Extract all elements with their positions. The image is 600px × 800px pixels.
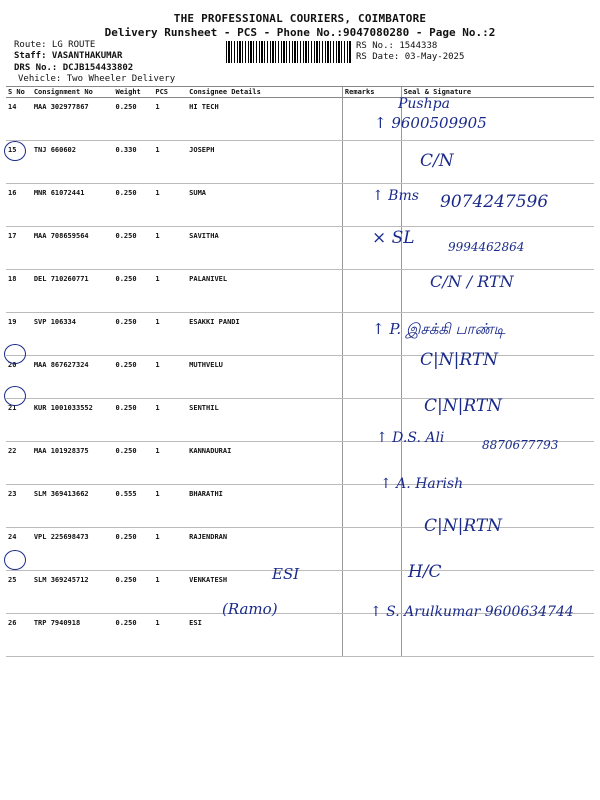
table-row [6, 141, 594, 184]
weight: 0.250 [113, 614, 153, 657]
weight: 0.555 [113, 485, 153, 528]
pieces: 1 [153, 313, 187, 356]
consignee-name: KANNADURAI [187, 442, 342, 485]
table-header-row [6, 87, 594, 98]
serial-number: 14 [6, 98, 32, 141]
column-header: Weight [113, 87, 153, 98]
pieces: 1 [153, 184, 187, 227]
handwritten-signature: × SL [372, 228, 415, 248]
consignee-name: ESI [187, 614, 342, 657]
consignee-name: JOSEPH [187, 141, 342, 184]
handwritten-signature: Pushpa [398, 96, 450, 112]
column-header: PCS [153, 87, 187, 98]
consignment-number: MAA 708659564 [32, 227, 114, 270]
handwritten-signature: ↑ D.S. Ali [376, 430, 445, 446]
serial-number: 19 [6, 313, 32, 356]
vehicle-label: Vehicle: Two Wheeler Delivery [18, 74, 176, 84]
handwritten-note: C|N|RTN [424, 516, 503, 536]
runsheet-title: Delivery Runsheet - PCS - Phone No.:9047080280 - Page No.:2 [104, 26, 496, 39]
circle-mark [4, 344, 26, 364]
serial-number: 16 [6, 184, 32, 227]
remarks-cell [342, 528, 401, 571]
consignment-number: VPL 225698473 [32, 528, 114, 571]
handwritten-note: (Ramo) [222, 600, 278, 618]
route-label: Route: LG ROUTE [14, 40, 96, 50]
weight: 0.250 [113, 270, 153, 313]
serial-number: 18 [6, 270, 32, 313]
serial-number: 17 [6, 227, 32, 270]
pieces: 1 [153, 356, 187, 399]
consignment-number: SLM 369413662 [32, 485, 114, 528]
weight: 0.250 [113, 184, 153, 227]
remarks-cell [342, 356, 401, 399]
consignment-number: DEL 710260771 [32, 270, 114, 313]
consignee-name: RAJENDRAN [187, 528, 342, 571]
column-header: Consignee Details [187, 87, 342, 98]
table-row [6, 528, 594, 571]
column-header: Consignment No [32, 87, 114, 98]
column-header: S No [6, 87, 32, 98]
pieces: 1 [153, 227, 187, 270]
handwritten-phone: 9994462864 [448, 240, 525, 254]
remarks-cell [342, 270, 401, 313]
handwritten-note: C/N / RTN [430, 272, 514, 291]
consignment-number: MAA 867627324 [32, 356, 114, 399]
rs-date: RS Date: 03-May-2025 [356, 52, 465, 62]
weight: 0.250 [113, 227, 153, 270]
serial-number: 24 [6, 528, 32, 571]
circle-mark [4, 386, 26, 406]
runsheet-table [6, 86, 594, 657]
table-row [6, 98, 594, 141]
weight: 0.330 [113, 141, 153, 184]
staff-label: Staff: VASANTHAKUMAR [14, 51, 123, 61]
table-row [6, 485, 594, 528]
weight: 0.250 [113, 313, 153, 356]
consignment-number: TNJ 660602 [32, 141, 114, 184]
handwritten-note: C|N|RTN [420, 350, 499, 370]
pieces: 1 [153, 485, 187, 528]
consignee-name: SAVITHA [187, 227, 342, 270]
consignment-number: TRP 7940918 [32, 614, 114, 657]
column-header: Remarks [342, 87, 401, 98]
consignee-name: VENKATESH [187, 571, 342, 614]
drs-number: DRS No.: DCJB154433802 [14, 63, 134, 73]
rs-number: RS No.: 1544338 [356, 41, 438, 51]
weight: 0.250 [113, 571, 153, 614]
consignee-name: PALANIVEL [187, 270, 342, 313]
consignee-name: MUTHVELU [187, 356, 342, 399]
serial-number: 26 [6, 614, 32, 657]
handwritten-note: C|N|RTN [424, 396, 503, 416]
table-row [6, 399, 594, 442]
pieces: 1 [153, 98, 187, 141]
weight: 0.250 [113, 356, 153, 399]
consignment-number: SVP 106334 [32, 313, 114, 356]
circle-mark [4, 550, 26, 570]
pieces: 1 [153, 270, 187, 313]
pieces: 1 [153, 442, 187, 485]
consignee-name: BHARATHI [187, 485, 342, 528]
barcode-image [226, 41, 352, 63]
handwritten-phone: 9074247596 [440, 192, 549, 212]
pieces: 1 [153, 571, 187, 614]
serial-number: 20 [6, 356, 32, 399]
weight: 0.250 [113, 528, 153, 571]
weight: 0.250 [113, 442, 153, 485]
pieces: 1 [153, 528, 187, 571]
consignment-number: SLM 369245712 [32, 571, 114, 614]
consignee-name: HI TECH [187, 98, 342, 141]
table-row [6, 356, 594, 399]
consignment-number: MNR 61072441 [32, 184, 114, 227]
handwritten-phone: ↑ 9600509905 [374, 114, 487, 132]
consignment-number: MAA 101928375 [32, 442, 114, 485]
consignment-number: KUR 1001033552 [32, 399, 114, 442]
handwritten-signature: ↑ A. Harish [380, 476, 464, 492]
handwritten-signature: ↑ S. Arulkumar 9600634744 [370, 604, 574, 620]
serial-number: 23 [6, 485, 32, 528]
pieces: 1 [153, 614, 187, 657]
circle-mark [4, 141, 26, 161]
weight: 0.250 [113, 98, 153, 141]
company-title: THE PROFESSIONAL COURIERS, COIMBATORE [173, 12, 427, 25]
handwritten-signature: ↑ P. இசக்கி பாண்டி [372, 320, 506, 338]
pieces: 1 [153, 399, 187, 442]
serial-number: 15 [6, 141, 32, 184]
weight: 0.250 [113, 399, 153, 442]
column-header: Seal & Signature [401, 87, 594, 98]
handwritten-note: H/C [408, 562, 442, 582]
table-body [6, 98, 594, 657]
pieces: 1 [153, 141, 187, 184]
consignee-name: SUMA [187, 184, 342, 227]
handwritten-phone: 8870677793 [482, 438, 559, 452]
serial-number: 21 [6, 399, 32, 442]
serial-number: 25 [6, 571, 32, 614]
consignee-name: ESAKKI PANDI [187, 313, 342, 356]
handwritten-note: C/N [420, 151, 454, 171]
serial-number: 22 [6, 442, 32, 485]
consignee-name: SENTHIL [187, 399, 342, 442]
handwritten-signature: ↑ Bms [372, 188, 419, 204]
remarks-cell [342, 141, 401, 184]
handwritten-note: ESI [272, 565, 300, 583]
consignment-number: MAA 302977867 [32, 98, 114, 141]
